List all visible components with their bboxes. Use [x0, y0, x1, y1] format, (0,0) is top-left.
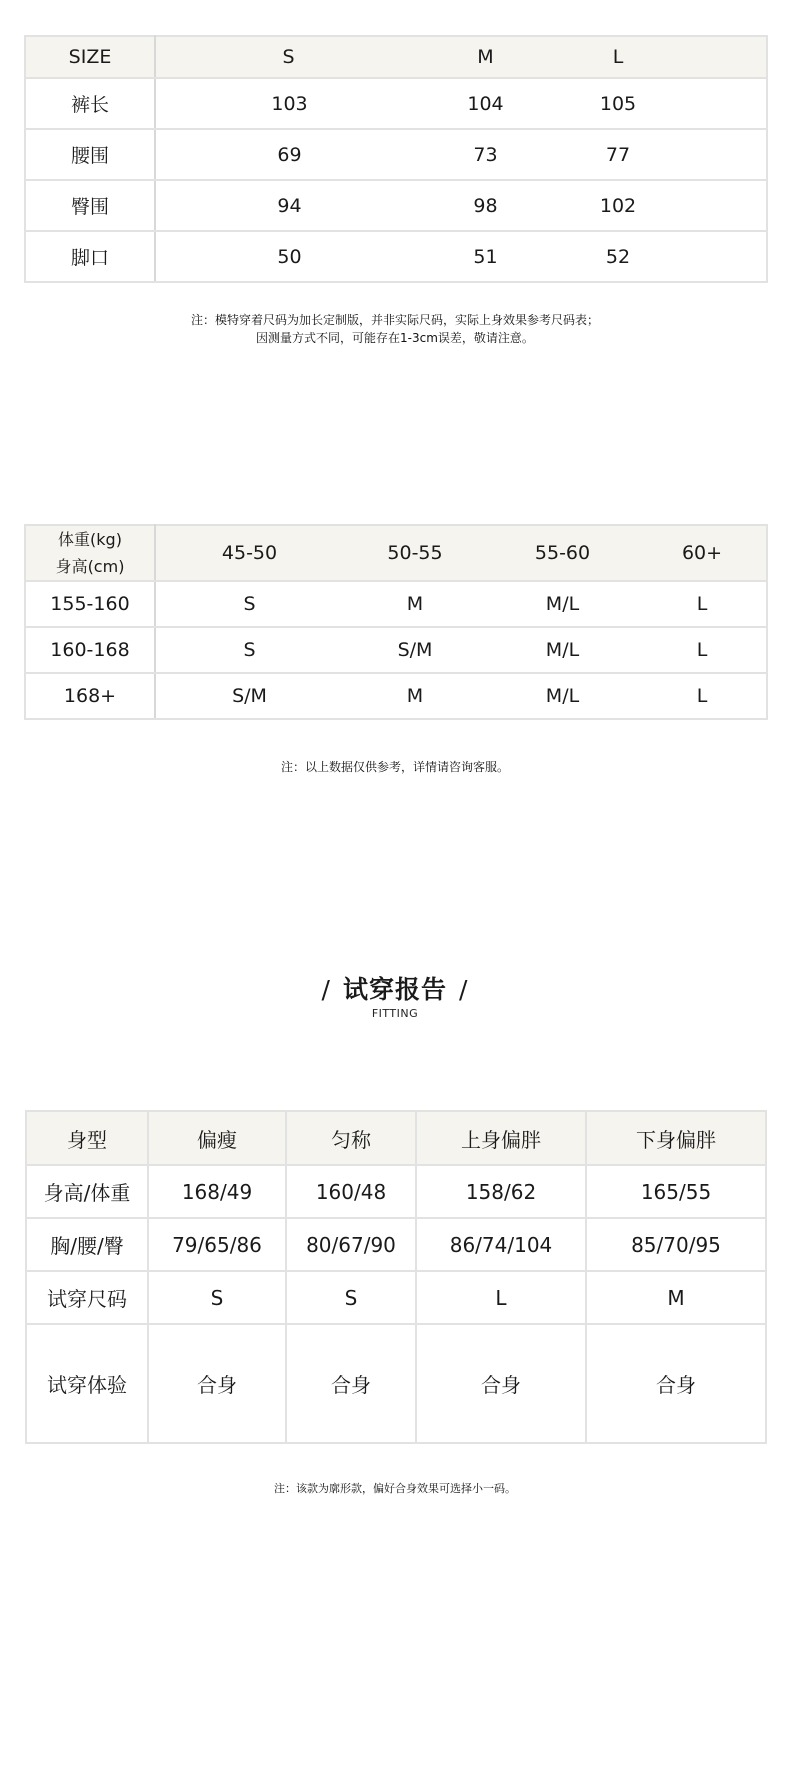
size-header-label: SIZE	[25, 36, 155, 78]
size-table	[24, 35, 768, 283]
title-slash-right: /	[459, 975, 469, 1004]
table-cell: M/L	[487, 673, 638, 719]
size-note	[0, 311, 790, 347]
table-cell: L	[638, 627, 767, 673]
table-cell: 52	[548, 231, 688, 282]
table-row	[25, 673, 767, 719]
table-cell: 158/62	[416, 1165, 586, 1218]
size-note-line1: 注：模特穿着尺码为加长定制版，并非实际尺码，实际上身效果参考尺码表；	[190, 313, 599, 327]
row-label: 身高/体重	[26, 1165, 148, 1218]
fitting-header-row	[26, 1111, 766, 1165]
row-label: 试穿体验	[26, 1324, 148, 1443]
row-label: 腰围	[25, 129, 155, 180]
table-cell: 94	[155, 180, 423, 231]
fitting-header-cell: 偏瘦	[148, 1111, 286, 1165]
size-table-header-row	[25, 36, 767, 78]
table-row	[25, 129, 767, 180]
fitting-title	[0, 970, 790, 1006]
table-cell: 102	[548, 180, 688, 231]
table-row	[25, 180, 767, 231]
title-slash-left: /	[321, 975, 331, 1004]
size-header-m: M	[423, 36, 548, 78]
table-cell: M/L	[487, 581, 638, 627]
recommend-note: 注：以上数据仅供参考，详情请咨询客服。	[280, 760, 509, 774]
table-cell: S/M	[343, 627, 487, 673]
table-cell: M/L	[487, 627, 638, 673]
fitting-title-text: 试穿报告	[342, 975, 447, 1004]
weight-range-header: 50-55	[343, 525, 487, 581]
table-cell: 73	[423, 129, 548, 180]
fitting-header-cell: 身型	[26, 1111, 148, 1165]
height-range-label: 160-168	[25, 627, 155, 673]
table-cell: L	[638, 581, 767, 627]
fitting-header-cell: 上身偏胖	[416, 1111, 586, 1165]
size-header-l: L	[548, 36, 688, 78]
fitting-note: 注：该款为廓形款，偏好合身效果可选择小一码。	[274, 1482, 516, 1495]
corner-height-label: 身高(cm)	[55, 557, 125, 576]
table-cell: S	[286, 1271, 416, 1324]
fitting-header-cell: 下身偏胖	[586, 1111, 766, 1165]
size-header-s	[155, 36, 423, 78]
size-header-spacer	[688, 36, 767, 78]
table-cell: S	[148, 1271, 286, 1324]
table-cell: S/M	[155, 673, 343, 719]
table-spacer	[688, 129, 767, 180]
table-cell: 165/55	[586, 1165, 766, 1218]
table-cell: 86/74/104	[416, 1218, 586, 1271]
row-label: 裤长	[25, 78, 155, 129]
table-row	[26, 1165, 766, 1218]
table-cell: 168/49	[148, 1165, 286, 1218]
table-cell: M	[343, 673, 487, 719]
table-cell: 98	[423, 180, 548, 231]
table-spacer	[688, 231, 767, 282]
table-row	[25, 627, 767, 673]
height-range-label: 155-160	[25, 581, 155, 627]
size-header-s-text: S	[282, 46, 295, 68]
recommend-corner-cell	[25, 525, 155, 581]
table-cell: 69	[155, 129, 423, 180]
table-cell: 105	[548, 78, 688, 129]
table-cell: M	[343, 581, 487, 627]
weight-range-header: 60+	[638, 525, 767, 581]
table-cell: 80/67/90	[286, 1218, 416, 1271]
table-spacer	[688, 180, 767, 231]
table-row	[26, 1324, 766, 1443]
table-cell: 50	[155, 231, 423, 282]
table-cell: 合身	[586, 1324, 766, 1443]
row-label: 胸/腰/臀	[26, 1218, 148, 1271]
fitting-subtitle: FITTING	[371, 1007, 419, 1020]
table-cell: L	[416, 1271, 586, 1324]
table-cell: 85/70/95	[586, 1218, 766, 1271]
size-note-line2: 因测量方式不同，可能存在1-3cm误差，敬请注意。	[256, 331, 534, 345]
table-cell: 104	[423, 78, 548, 129]
size-recommendation-table	[24, 524, 768, 720]
table-cell: 160/48	[286, 1165, 416, 1218]
corner-weight-label: 体重(kg)	[58, 530, 122, 549]
table-spacer	[688, 78, 767, 129]
height-range-label: 168+	[25, 673, 155, 719]
table-row	[25, 581, 767, 627]
row-label: 臀围	[25, 180, 155, 231]
table-cell: 77	[548, 129, 688, 180]
table-cell: M	[586, 1271, 766, 1324]
table-row	[26, 1271, 766, 1324]
table-cell: 合身	[148, 1324, 286, 1443]
table-row	[26, 1218, 766, 1271]
weight-range-header: 55-60	[487, 525, 638, 581]
fitting-header-cell: 匀称	[286, 1111, 416, 1165]
row-label: 脚口	[25, 231, 155, 282]
table-cell: 103	[155, 78, 423, 129]
weight-range-header: 45-50	[155, 525, 343, 581]
table-row	[25, 78, 767, 129]
table-cell: 79/65/86	[148, 1218, 286, 1271]
table-cell: S	[155, 627, 343, 673]
table-cell: 51	[423, 231, 548, 282]
fitting-table	[25, 1110, 767, 1444]
table-cell: L	[638, 673, 767, 719]
row-label: 试穿尺码	[26, 1271, 148, 1324]
table-cell: 合身	[286, 1324, 416, 1443]
table-cell: 合身	[416, 1324, 586, 1443]
recommend-header-row	[25, 525, 767, 581]
table-cell: S	[155, 581, 343, 627]
table-row	[25, 231, 767, 282]
